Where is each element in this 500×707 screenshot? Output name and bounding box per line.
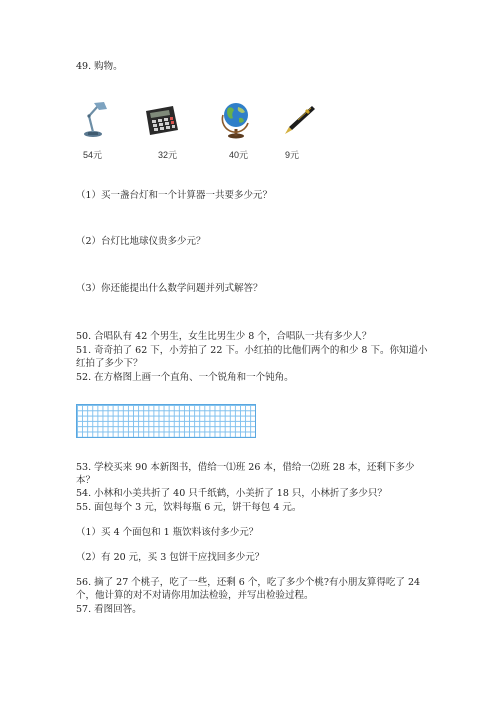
q52-text: 52. 在方格图上画一个直角、一个锐角和一个钝角。 [76, 372, 294, 383]
q57-text: 57. 看图回答。 [76, 604, 142, 615]
q49-sub2: （2）台灯比地球仪贵多少元？ [76, 236, 206, 247]
q55-sub2: （2）有 20 元，买 3 包饼干应找回多少元？ [76, 552, 265, 563]
q55-title: 55. 面包每个 3 元，饮料每瓶 6 元，饼干每包 4 元。 [76, 502, 302, 513]
pen-icon [281, 103, 317, 137]
q51-text: 51. 奇奇拍了 62 下，小芳拍了 22 下。小红拍的比他们两个的和少 8 下。你知道小红拍了多少下？ [76, 345, 428, 369]
q56-text: 56. 摘了 27 个桃子，吃了一些，还剩 6 个，吃了多少个桃?有小朋友算得吃了 24 个，他计算的对不对请你用加法检验，并写出检验过程。 [76, 577, 421, 601]
q49-sub1: （1）买一盏台灯和一个计算器一共要多少元？ [76, 190, 273, 201]
q55-sub1: （1）买 4 个面包和 1 瓶饮料该付多少元？ [76, 527, 259, 538]
desk-lamp-icon [80, 100, 110, 138]
desk-lamp-price: 54元 [83, 150, 103, 160]
q54-text: 54. 小林和小美共折了 40 只千纸鹤，小美折了 18 只，小林折了多少只？ [76, 488, 387, 499]
q53-text: 53. 学校买来 90 本新图书，借给一⑴班 26 本，借给一⑵班 28 本，还剩下多少本？ [76, 462, 415, 486]
globe-price: 40元 [229, 150, 249, 160]
globe-icon [218, 99, 254, 139]
q49-sub3: （3）你还能提出什么数学问题并列式解答？ [76, 283, 263, 294]
drawing-grid[interactable] [76, 404, 256, 438]
calculator-price: 32元 [158, 150, 178, 160]
calculator-icon [143, 103, 179, 137]
q50-text: 50. 合唱队有 42 个男生，女生比男生少 8 个，合唱队一共有多少人？ [76, 331, 372, 342]
q49-title: 49. 购物。 [76, 61, 123, 72]
pen-price: 9元 [285, 150, 300, 160]
